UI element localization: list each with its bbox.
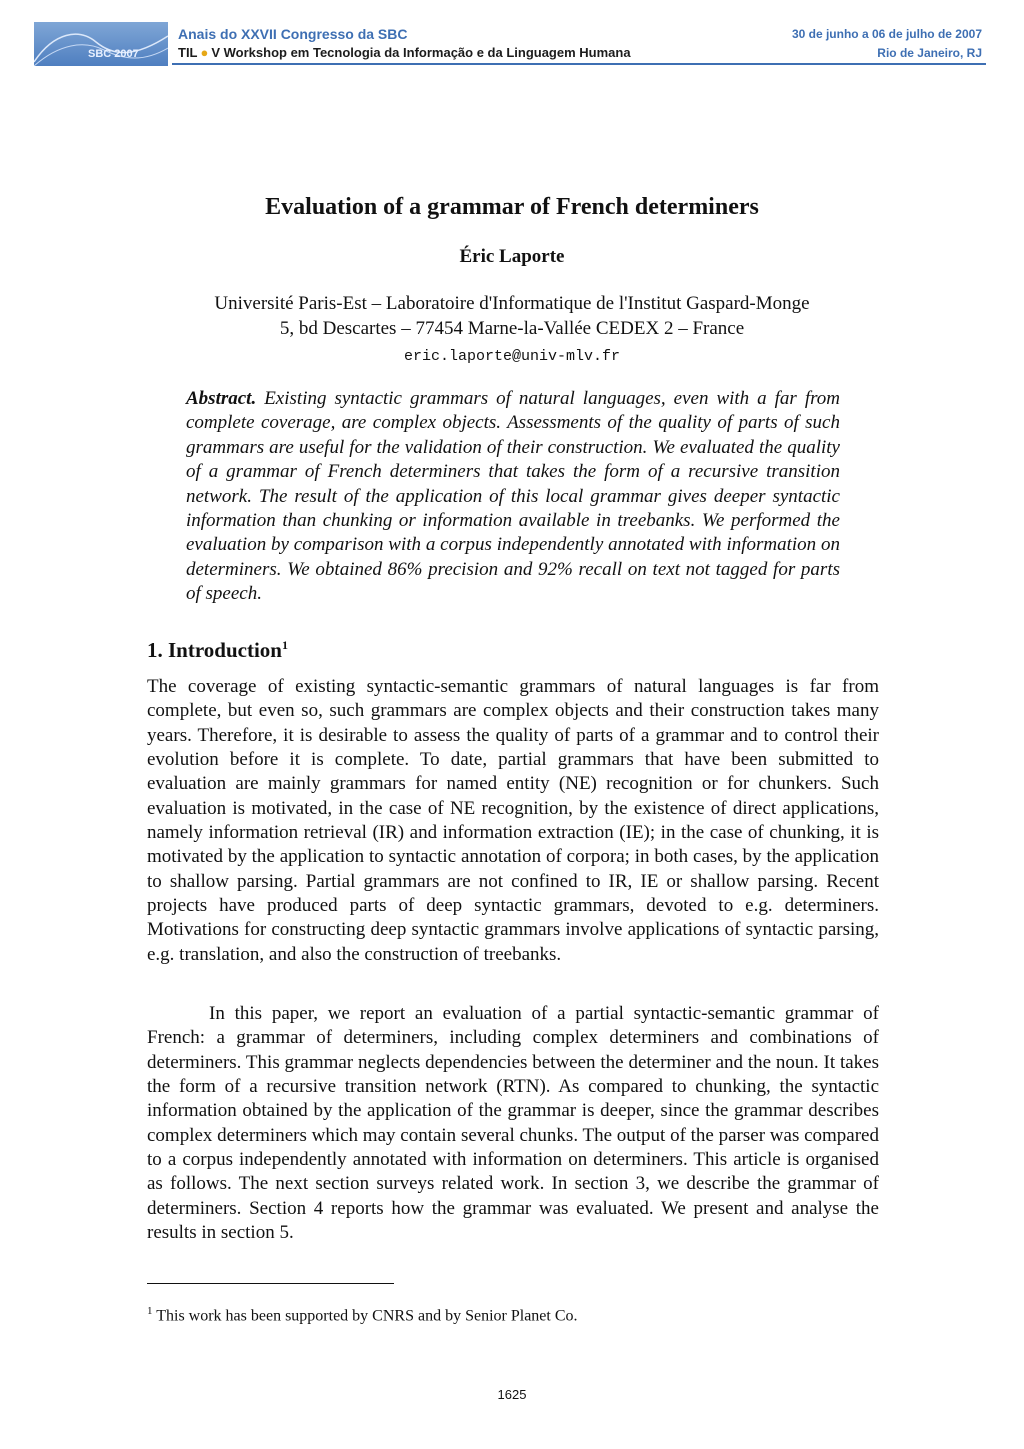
footnote-ref: 1 [281, 638, 288, 652]
footnote-text: This work has been supported by CNRS and by Senior Planet Co. [156, 1307, 578, 1325]
paper-author: Éric Laporte [459, 246, 565, 267]
workshop-abbrev: TIL [178, 45, 198, 60]
footnote-divider [147, 1283, 394, 1284]
conference-name: Anais do XXVII Congresso da SBC [178, 26, 408, 42]
workshop-line [178, 45, 631, 60]
banner-divider [172, 63, 986, 65]
section-heading [147, 638, 288, 663]
workshop-name: V Workshop em Tecnologia da Informação e da Linguagem Humana [211, 45, 631, 60]
page-number: 1625 [497, 1387, 527, 1402]
abstract [186, 387, 840, 607]
footnote [147, 1305, 578, 1325]
section-title: 1. Introduction [147, 638, 282, 662]
conference-dates: 30 de junho a 06 de julho de 2007 [791, 27, 982, 41]
affiliation-line-1: Université Paris-Est – Laboratoire d'Informatique de l'Institut Gaspard-Monge [214, 293, 810, 314]
sbc-logo [34, 22, 168, 66]
affiliation-line-2: 5, bd Descartes – 77454 Marne-la-Vallée CEDEX 2 – France [279, 318, 745, 339]
intro-paragraph-1: The coverage of existing syntactic-semantic grammars of natural languages is far from complete, but even so, such grammars are complex objects and their construction takes many years. Therefore, it is desirable to assess the quality of parts of a grammar and to control their evolution before it is complete. To date, partial grammars that have been submitted to evaluation are mainly grammars for named entity (NE) recognition or for chunkers. Such evaluation is motivated, in the case of NE recognition, by the existence of direct applications, namely information retrieval (IR) and information extraction (IE); in the case of chunking, it is motivated by the application to syntactic annotation of corpora; in both cases, by the application to shallow parsing. Partial grammars are not confined to IR, IE or shallow parsing. Recent projects have produced parts of deep syntactic grammars, devoted to e.g. determiners. Motivations for constructing deep syntactic grammars involve applications of syntactic parsing, e.g. translation, and also the construction of treebanks. [147, 676, 879, 965]
bullet-dot-icon: ● [200, 45, 209, 60]
paper-title: Evaluation of a grammar of French determiners [265, 194, 759, 220]
abstract-text: Existing syntactic grammars of natural languages, even with a far from complete coverage, are complex objects. Assessments of the quality of parts of such grammars are useful for the validation of their construction. We evaluated the quality of a grammar of French determiners that takes the form of a recursive transition network. The result of the application of this local grammar gives deeper syntactic information than chunking or information available in treebanks. We performed the evaluation by comparison with a corpus independently annotated with information on determiners. We obtained 86% precision and 92% recall on text not tagged for parts of speech. [186, 388, 841, 605]
conference-place: Rio de Janeiro, RJ [877, 46, 982, 60]
abstract-label: Abstract. [186, 388, 257, 409]
conference-banner [34, 22, 986, 66]
intro-paragraph-2: In this paper, we report an evaluation of a partial syntactic-semantic grammar of French: a grammar of determiners, including complex determiners and combinations of determiners. This grammar neglects dependencies between the determiner and the noun. It takes the form of a recursive transition network (RTN). As compared to chunking, the syntactic information obtained by the application of the grammar is deeper, since the grammar describes complex determiners which may contain several chunks. The output of the parser was compared to a corpus independently annotated with information on determiners. This article is organised as follows. The next section surveys related work. In section 3, we describe the grammar of determiners. Section 4 reports how the grammar was evaluated. We present and analyse the results in section 5. [147, 1003, 879, 1244]
logo-text: SBC 2007 [88, 48, 139, 60]
author-email: eric.laporte@univ-mlv.fr [403, 348, 621, 365]
footnote-mark: 1 [147, 1305, 153, 1317]
author-affiliation [0, 291, 1024, 341]
